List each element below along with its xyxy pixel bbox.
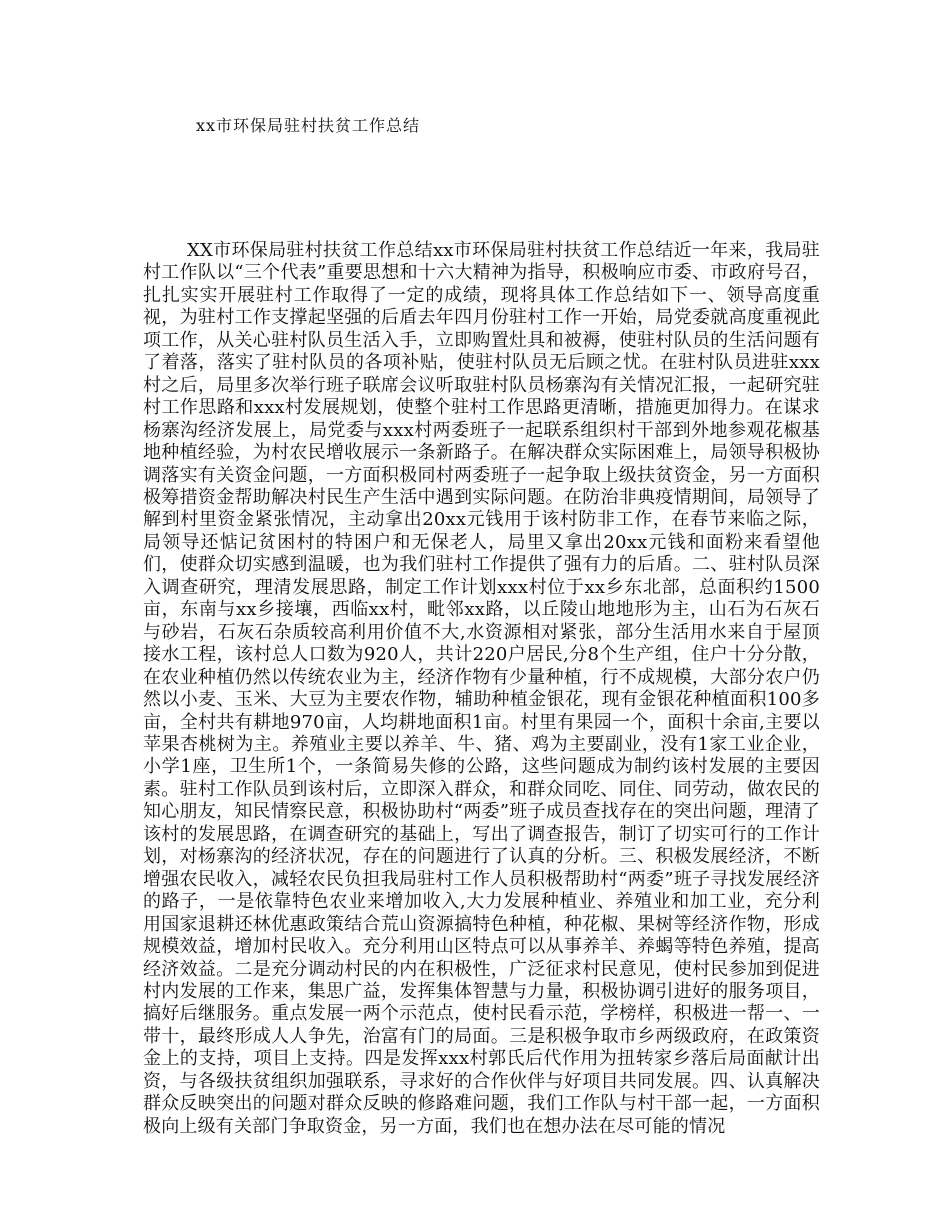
document-title: xx市环保局驻村扶贫工作总结 (196, 116, 421, 135)
document-body-paragraph: XX市环保局驻村扶贫工作总结xx市环保局驻村扶贫工作总结近一年来，我局驻村工作队以“三个代表”重要思想和十六大精神为指导，积极响应市委、市政府号召，扎扎实实开展驻村工作取得了一定的成绩，现将具体工作总结如下一、领导高度重视，为驻村工作支撑起坚强的后盾去年四月份驻村工作一开始，局党委就高度重视此项工作，从关心驻村队员生活入手，立即购置灶具和被褥，使驻村队员的生活问题有了着落，落实了驻村队员的各项补贴，使驻村队员无后顾之忧。在驻村队员进驻xxx村之后，局里多次举行班子联席会议听取驻村队员杨寨沟有关情况汇报，一起研究驻村工作思路和xxx村发展规划，使整个驻村工作思路更清晰，措施更加得力。在谋求杨寨沟经济发展上，局党委与xxx村两委班子一起联系组织村干部到外地参观花椒基地种植经验，为村农民增收展示一条新路子。在解决群众实际困难上，局领导积极协调落实有关资金问题，一方面积极同村两委班子一起争取上级扶贫资金，另一方面积极筹措资金帮助解决村民生产生活中遇到实际问题。在防治非典疫情期间，局领导了解到村里资金紧张情况，主动拿出20xx元钱用于该村防非工作，在春节来临之际，局领导还惦记贫困村的特困户和无保老人，局里又拿出20xx元钱和面粉来看望他们，使群众切实感到温暖，也为我们驻村工作提供了强有力的后盾。二、驻村队员深入调查研究，理清发展思路，制定工作计划xxx村位于xx乡东北部，总面积约1500亩，东南与xx乡接壤，西临xx村，毗邻xx路，以丘陵山地地形为主，山石为石灰石与砂岩，石灰石杂质较高利用价值不大,水资源相对紧张，部分生活用水来自于屋顶接水工程，该村总人口数为920人，共计220户居民,分8个生产组，住户十分分散，在农业种植仍然以传统农业为主，经济作物有少量种植，行不成规模，大部分农户仍然以小麦、玉米、大豆为主要农作物，辅助种植金银花，现有金银花种植面积100多亩，全村共有耕地970亩，人均耕地面积1亩。村里有果园一个，面积十余亩,主要以苹果杏桃树为主。养殖业主要以养羊、牛、猪、鸡为主要副业，没有1家工业企业，小学1座，卫生所1个，一条简易失修的公路，这些问题成为制约该村发展的主要因素。驻村工作队员到该村后，立即深入群众，和群众同吃、同住、同劳动，做农民的知心朋友，知民情察民意，积极协助村“两委”班子成员查找存在的突出问题，理清了该村的发展思路，在调查研究的基础上，写出了调查报告，制订了切实可行的工作计划，对杨寨沟的经济状况，存在的问题进行了认真的分析。三、积极发展经济，不断增强农民收入，减轻农民负担我局驻村工作人员积极帮助村“两委”班子寻找发展经济的路子，一是依靠特色农业来增加收入,大力发展种植业、养殖业和加工业，充分利用国家退耕还林优惠政策结合荒山资源搞特色种植，种花椒、果树等经济作物，形成规模效益，增加村民收入。充分利用山区特点可以从事养羊、养蝎等特色养殖，提高经济效益。二是充分调动村民的内在积极性，广泛征求村民意见，使村民参加到促进村内发展的工作来，集思广益，发挥集体智慧与力量，积极协调引进好的服务项目，搞好后继服务。重点发展一两个示范点，使村民看示范，学榜样，积极进一帮一、一带十，最终形成人人争先，治富有门的局面。三是积极争取市乡两级政府，在政策资金上的支持，项目上支持。四是发挥xxx村郭氏后代作用为扭转家乡落后局面献计出资，与各级扶贫组织加强联系，寻求好的合作伙伴与好项目共同发展。四、认真解决群众反映突出的问题对群众反映的修路难问题，我们工作队与村干部一起，一方面积极向上级有关部门争取资金，另一方面，我们也在想办法在尽可能的情况 (143, 240, 820, 1137)
